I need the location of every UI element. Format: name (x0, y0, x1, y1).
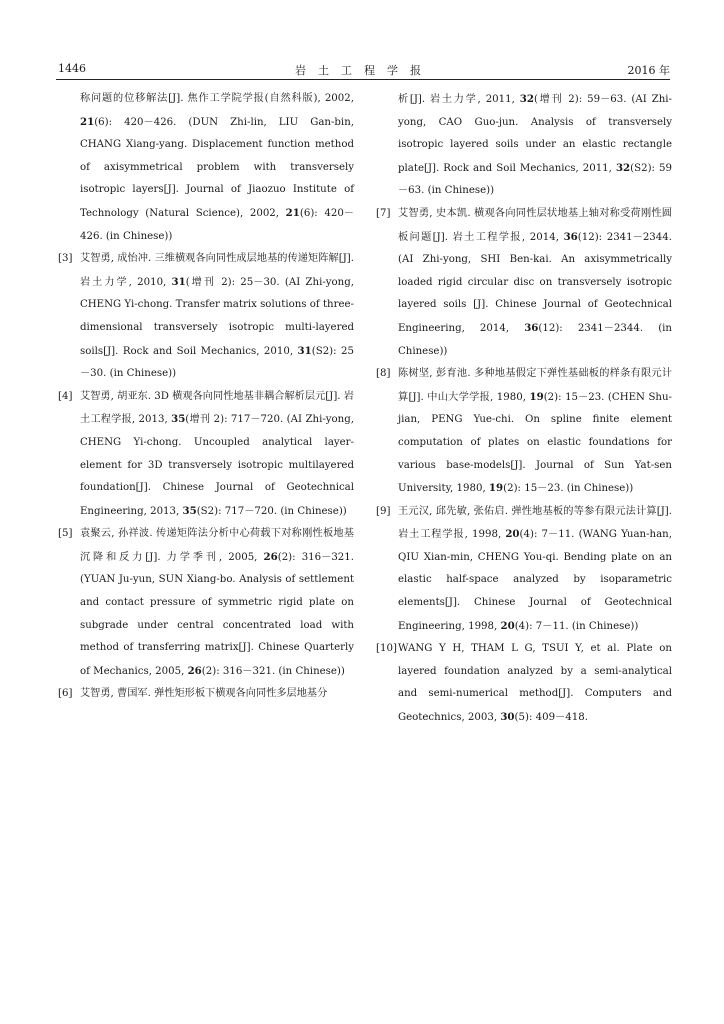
reference-text: (S2): 717－720. (in Chinese)) (196, 505, 347, 517)
reference-text: (2): 316－321. (YUAN Ju-yun, SUN Xiang-bo. Analysis of settlement and contact pressure of symmetric rigid plate on subgrade under central concentrated load with method of transferring matrix[J]. Chinese Quarterly of Mechanics, 2005, (80, 551, 355, 677)
volume-number: 30 (500, 711, 515, 724)
reference-text: (4): 7－11. (WANG Yuan-han, QIU Xian-min, CHENG You-qi. Bending plate on an elastic half-space analyzed by isoparametric elements[J]. Chinese Journal of Geotechnical Engineering, 1998, (398, 529, 672, 632)
reference-entry (58, 248, 354, 386)
volume-number: 26 (263, 550, 278, 563)
reference-entry (58, 88, 354, 248)
journal-title: 岩土工程学报 (295, 64, 433, 77)
reference-number: [4] (58, 390, 73, 402)
reference-number: [8] (376, 368, 391, 380)
reference-text: WANG Y H, THAM L G, TSUI Y, et al. Plate on layered foundation analyzed by a semi-analytical and semi-numerical method[J]. Computers and Geotechnics, 2003, (398, 643, 672, 724)
references-right-column (376, 88, 672, 730)
volume-number: 21 (80, 115, 95, 128)
reference-entry (58, 386, 354, 524)
reference-entry (376, 638, 672, 729)
reference-entry (58, 683, 354, 706)
running-header (58, 62, 670, 80)
volume-number: 35 (171, 413, 186, 426)
reference-text: (6): 420－426. (in Chinese)) (80, 207, 354, 242)
volume-number: 21 (285, 206, 300, 219)
reference-text: (12): 2341－2344. (in Chinese)) (398, 322, 672, 357)
references-left-column (58, 88, 354, 706)
reference-text: 艾智勇, 胡亚东. 3D 横观各向同性地基非耦合解析层元[J]. 岩土工程学报, 2013, (80, 390, 354, 426)
reference-entry (376, 501, 672, 639)
publication-year: 2016 年 (627, 64, 670, 77)
reference-text: 袁聚云, 孙祥波. 传递矩阵法分析中心荷载下对称刚性板地基沉降和反力[J]. 力学季刊, 2005, (80, 528, 354, 563)
reference-text: (12): 2341－2344. (AI Zhi-yong, SHI Ben-kai. An axisymmetrically loaded rigid circular disc on transversely isotropic layered soils [J]. Chinese Journal of Geotechnical Engineering, 2014, (398, 231, 672, 334)
reference-entry (376, 88, 672, 203)
reference-text: (S2): 59－63. (in Chinese)) (398, 162, 672, 197)
volume-number: 31 (171, 275, 186, 288)
reference-text: 析[J]. 岩土力学, 2011, (398, 94, 520, 105)
volume-number: 32 (615, 161, 631, 174)
volume-number: 31 (297, 344, 312, 357)
reference-text: 艾智勇, 成怡冲. 三维横观各向同性成层地基的传递矩阵解[J]. 岩土力学, 2010, (80, 253, 354, 288)
reference-text: (增刊 2): 25－30. (AI Zhi-yong, CHENG Yi-chong. Transfer matrix solutions of three-dimensional transversely isotropic multi-layered soils[J]. Rock and Soil Mechanics, 2010, (80, 276, 354, 357)
reference-text: 陈树坚, 彭育池. 多种地基假定下弹性基础板的样条有限元计算[J]. 中山大学学报, 1980, (398, 368, 672, 403)
volume-number: 19 (488, 482, 504, 495)
reference-number: [7] (376, 207, 391, 219)
reference-text: (6): 420－426. (DUN Zhi-lin, LIU Gan-bin, CHANG Xiang-yang. Displacement function method of axisymmetrical problem with transversely isotropic layers[J]. Journal of Jiaozuo Institute of Technology (Natural Science), 2002, (80, 116, 354, 219)
reference-text: (2): 316－321. (in Chinese)) (201, 665, 345, 677)
reference-number: [10] (376, 643, 397, 655)
reference-text: (增刊 2): 59－63. (AI Zhi-yong, CAO Guo-jun. Analysis of transversely isotropic layered soils under an elastic rectangle plate[J]. Rock and Soil Mechanics, 2011, (398, 94, 672, 174)
reference-text: (5): 409－418. (514, 712, 588, 724)
reference-entry (376, 363, 672, 501)
header-rule (56, 79, 670, 80)
reference-text: (增刊 2): 717－720. (AI Zhi-yong, CHENG Yi-chong. Uncoupled analytical layer-element for 3D transversely isotropic multilayered foundation[J]. Chinese Journal of Geotechnical Engineering, 2013, (80, 414, 354, 517)
reference-number: [5] (58, 528, 73, 540)
reference-number: [6] (58, 688, 73, 700)
reference-entry (58, 523, 354, 683)
reference-number: [3] (58, 253, 73, 265)
volume-number: 20 (505, 528, 520, 541)
volume-number: 36 (563, 230, 578, 243)
volume-number: 32 (519, 93, 534, 105)
volume-number: 19 (529, 390, 544, 403)
reference-number: [9] (376, 505, 391, 517)
volume-number: 36 (524, 321, 539, 334)
reference-text: 王元汉, 邱先敏, 张佑启. 弹性地基板的等参有限元法计算[J]. 岩土工程学报, 1998, (398, 505, 672, 541)
reference-entry (376, 203, 672, 363)
reference-text: (2): 15－23. (in Chinese)) (503, 483, 634, 495)
volume-number: 26 (187, 664, 202, 677)
reference-text: (2): 15－23. (CHEN Shu-jian, PENG Yue-chi. On spline finite element computation of plates on elastic foundations for various base-models[J]. Journal of Sun Yat-sen University, 1980, (398, 391, 673, 495)
reference-text: 称问题的位移解法[J]. 焦作工学院学报(自然科版), 2002, (80, 93, 354, 104)
reference-text: 艾智勇, 曹国军. 弹性矩形板下横观各向同性多层地基分 (80, 688, 328, 700)
volume-number: 20 (500, 619, 515, 632)
reference-text: (S2): 25－30. (in Chinese)) (80, 345, 354, 380)
reference-text: 艾智勇, 史本凯. 横观各向同性层状地基上轴对称受荷刚性圆板问题[J]. 岩土工程学报, 2014, (398, 207, 672, 243)
reference-text: (4): 7－11. (in Chinese)) (514, 620, 639, 632)
page-number: 1446 (58, 62, 86, 75)
volume-number: 35 (182, 504, 197, 517)
